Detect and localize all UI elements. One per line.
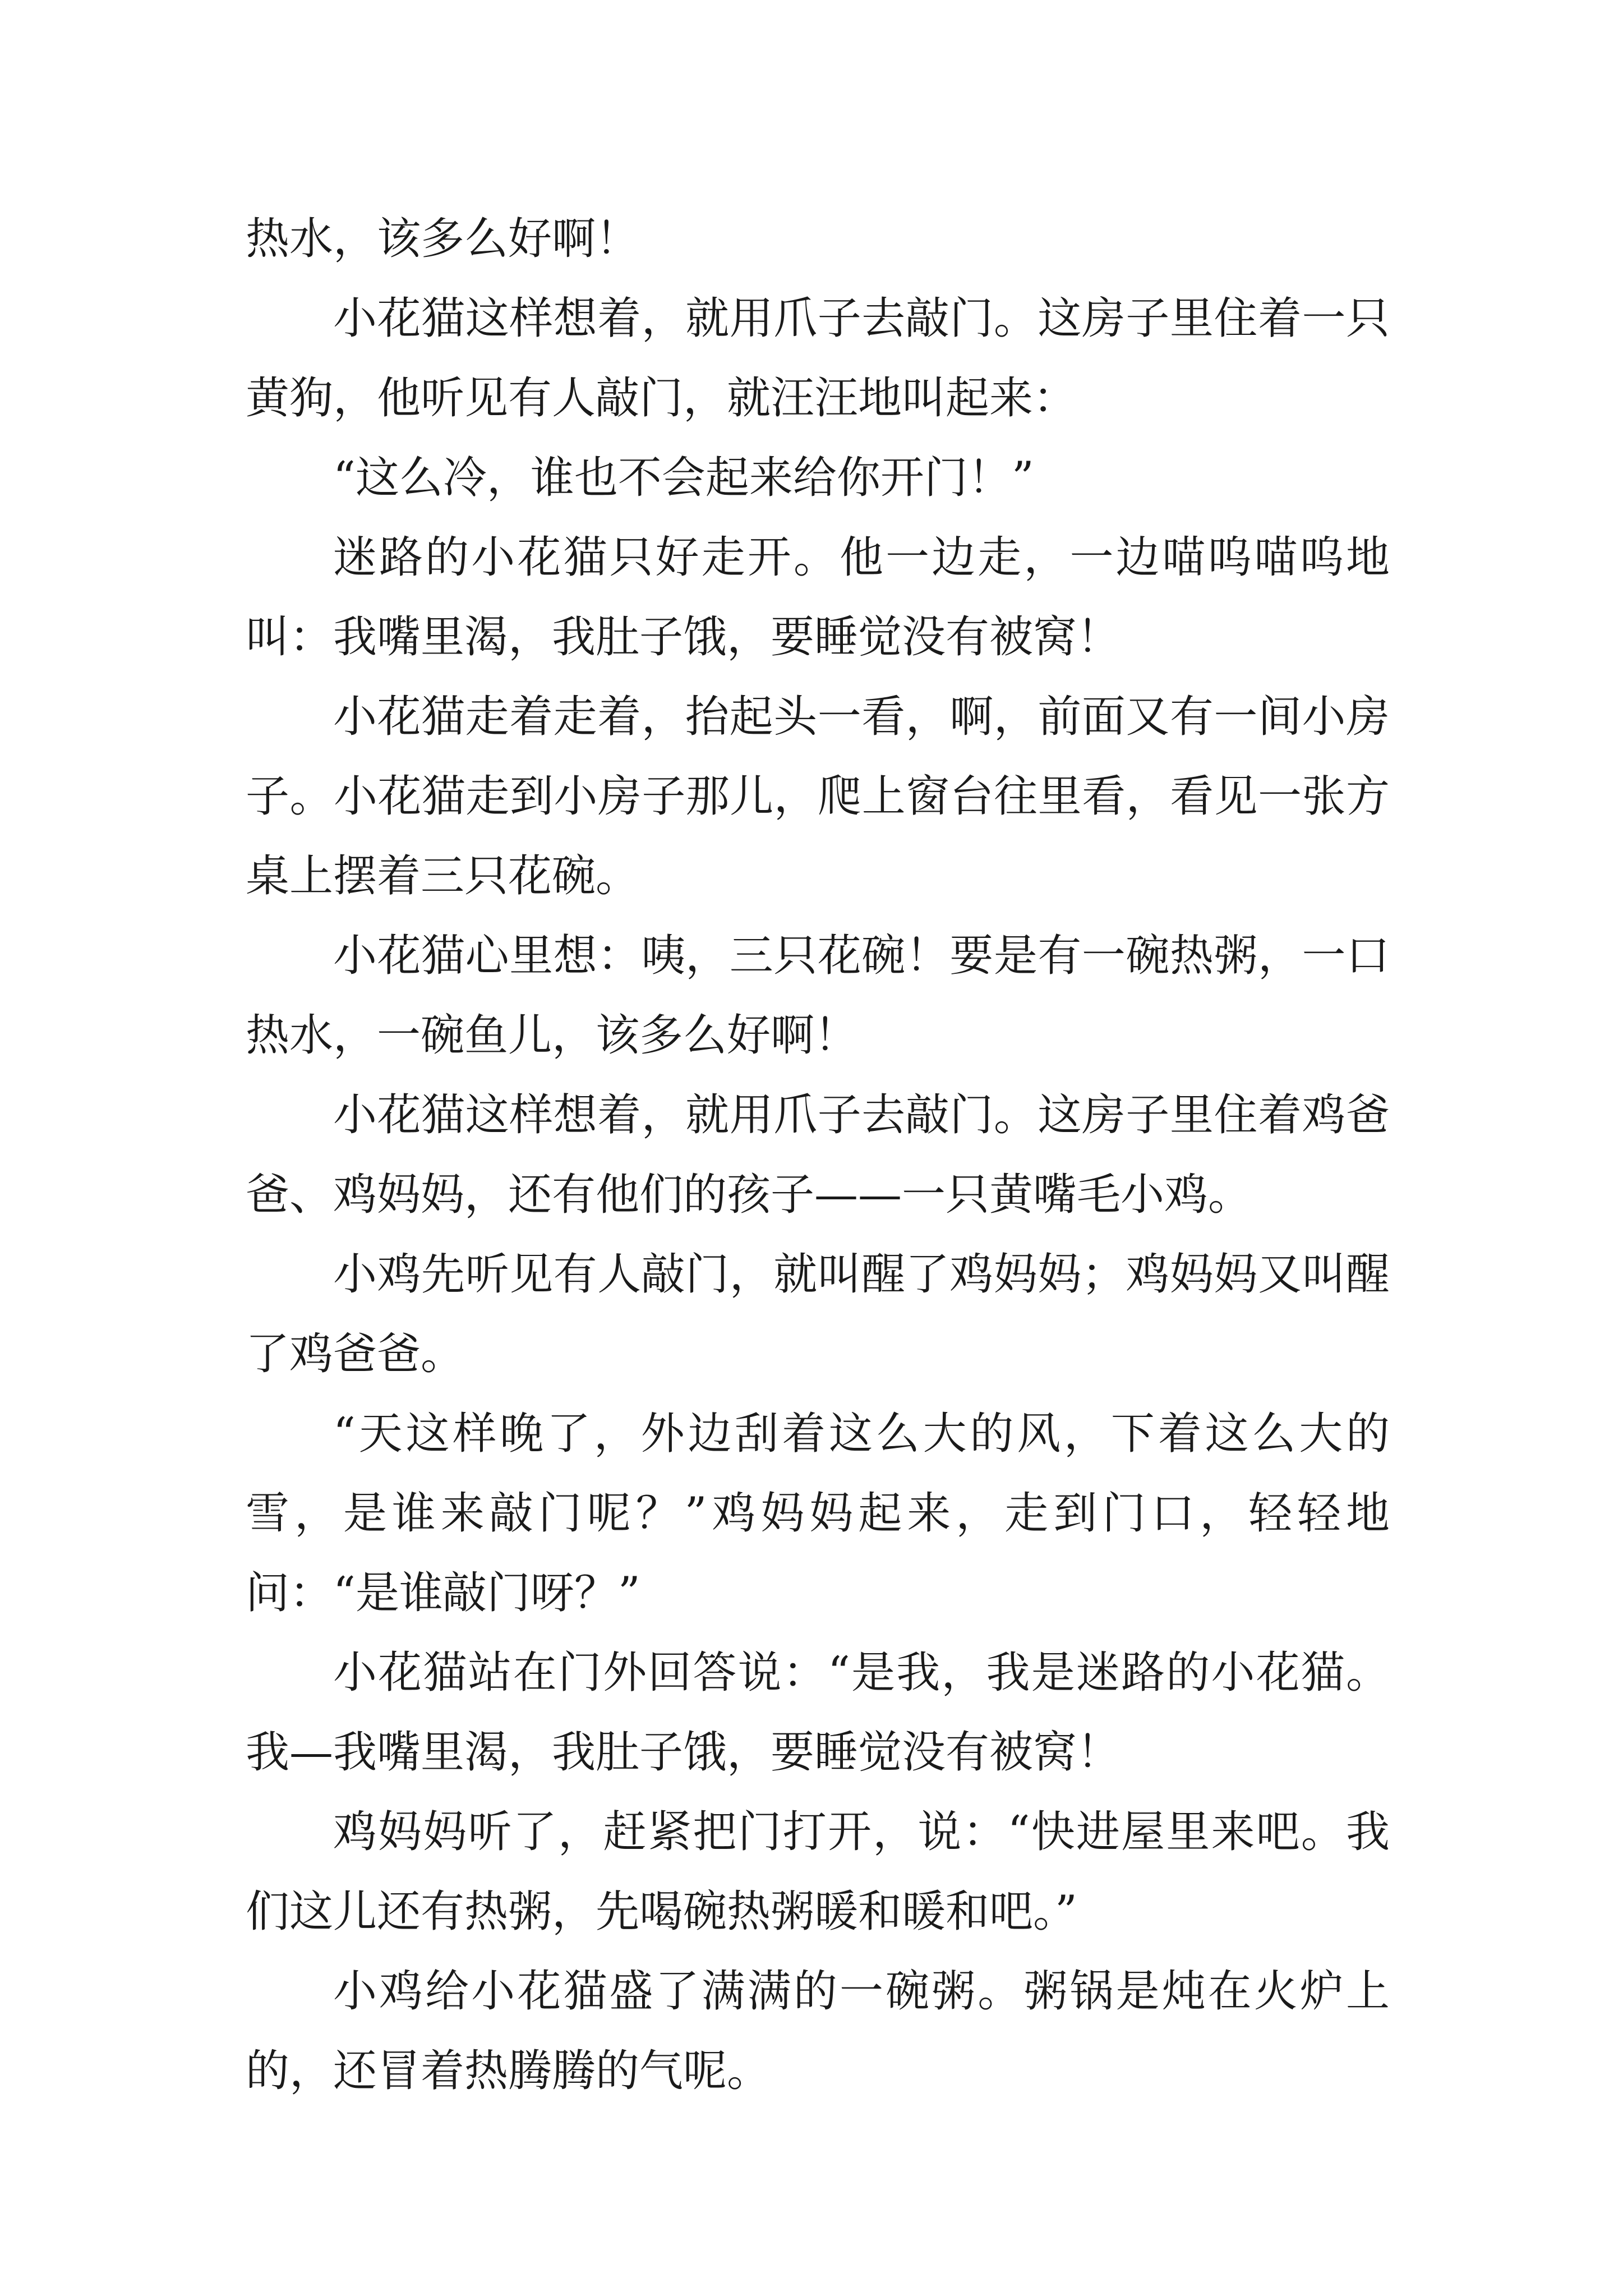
paragraph-6: 小花猫心里想：咦，三只花碗！要是有一碗热粥，一口热水，一碗鱼儿，该多么好啊！ [246,931,1390,1061]
paragraph-5: 小花猫走着走着，抬起头一看，啊，前面又有一间小房子。小花猫走到小房子那儿，爬上窗台往里看，看见一张方桌上摆着三只花碗。 [246,692,1390,901]
paragraph-10: 小花猫站在门外回答说：“是我，我是迷路的小花猫。我—我嘴里渴，我肚子饿，要睡觉没有被窝！ [246,1648,1390,1778]
paragraph-11: 鸡妈妈听了，赶紧把门打开，说：“快进屋里来吧。我们这儿还有热粥，先喝碗热粥暖和暖和吧。” [246,1807,1390,1937]
paragraph-2: 小花猫这样想着，就用爪子去敲门。这房子里住着一只黄狗，他听见有人敲门，就汪汪地叫起来： [246,293,1390,424]
paragraph-1: 热水，该多么好啊！ [246,214,640,264]
paragraph-12: 小鸡给小花猫盛了满满的一碗粥。粥锅是炖在火炉上的，还冒着热腾腾的气呢。 [246,1966,1390,2096]
story-text [246,199,1390,2111]
paragraph-3: “这么冷，谁也不会起来给你开门！” [333,453,1034,503]
paragraph-9: “天这样晚了，外边刮着这么大的风，下着这么大的雪，是谁来敲门呢？”鸡妈妈起来，走到门口，轻轻地问：“是谁敲门呀？” [246,1409,1390,1618]
paragraph-8: 小鸡先听见有人敲门，就叫醒了鸡妈妈；鸡妈妈又叫醒了鸡爸爸。 [246,1249,1390,1379]
paragraph-7: 小花猫这样想着，就用爪子去敲门。这房子里住着鸡爸爸、鸡妈妈，还有他们的孩子——一只黄嘴毛小鸡。 [246,1090,1390,1220]
paragraph-4: 迷路的小花猫只好走开。他一边走，一边喵呜喵呜地叫：我嘴里渴，我肚子饿，要睡觉没有被窝！ [246,532,1390,662]
